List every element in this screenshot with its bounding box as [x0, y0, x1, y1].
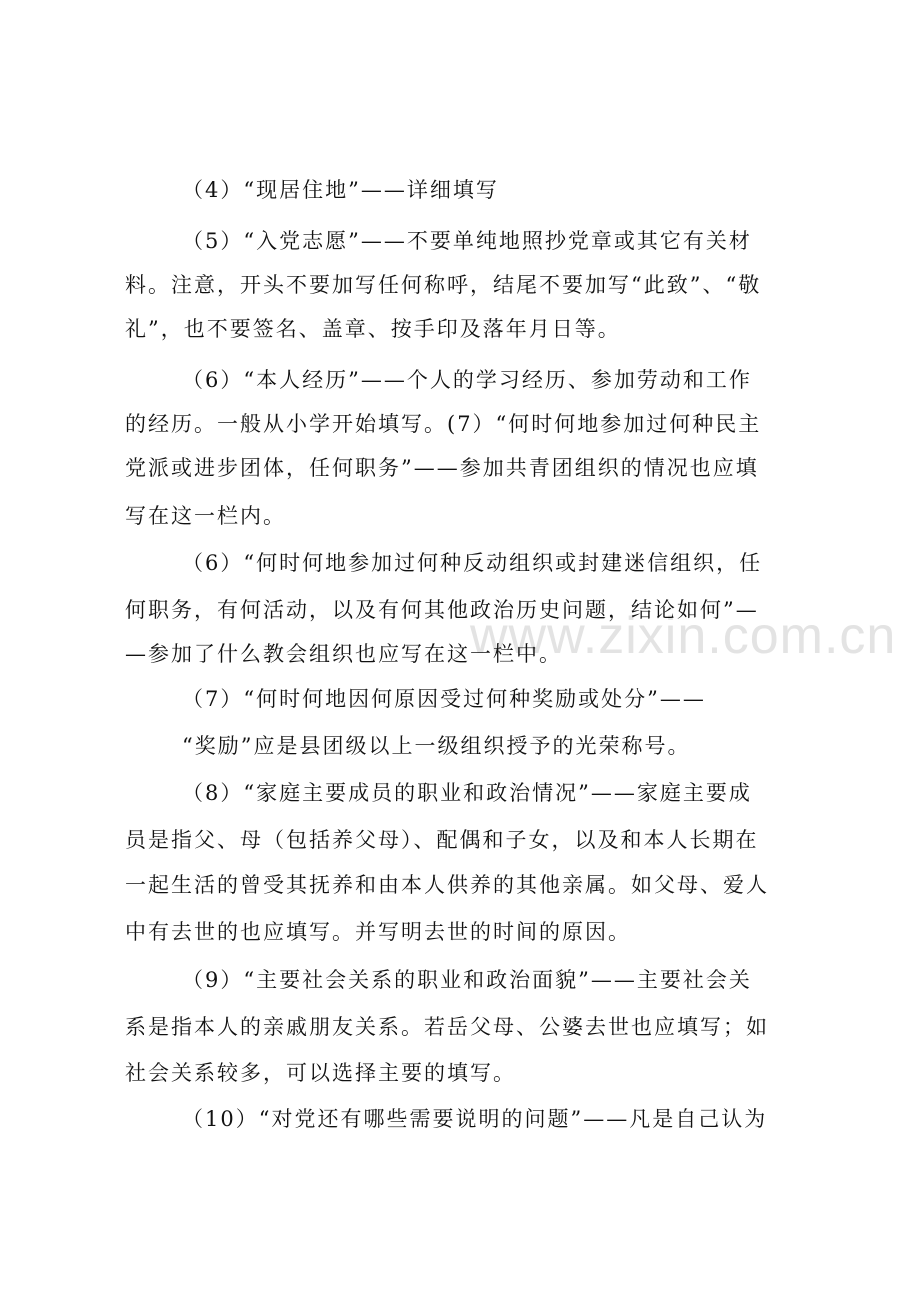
- text-line: （4）“现居住地”——详细填写: [182, 178, 499, 202]
- text-line: （6）“本人经历”——个人的学习经历、参加劳动和工作: [182, 368, 752, 392]
- text-line: 料。注意，开头不要加写任何称呼，结尾不要加写“此致”、“敬: [125, 273, 762, 297]
- text-line: 一起生活的曾受其抚养和由本人供养的其他亲属。如父母、爱人: [125, 873, 769, 897]
- text-line: 系是指本人的亲戚朋友关系。若岳父母、公婆去世也应填写；如: [125, 1015, 769, 1039]
- text-line: （9）“主要社会关系的职业和政治面貌”——主要社会关: [182, 968, 752, 992]
- text-line: 何职务，有何活动，以及有何其他政治历史问题，结论如何”—: [125, 598, 759, 622]
- text-line: 党派或进步团体，任何职务”——参加共青团组织的情况也应填: [125, 456, 759, 480]
- text-line: （5）“入党志愿”——不要单纯地照抄党章或其它有关材: [182, 229, 752, 253]
- text-line: （6）“何时何地参加过何种反动组织或封建迷信组织，任: [182, 551, 763, 575]
- text-line: 社会关系较多，可以选择主要的填写。: [125, 1061, 516, 1085]
- text-line: —参加了什么教会组织也应写在这一栏中。: [125, 642, 562, 666]
- text-line: （10）“对党还有哪些需要说明的问题”——凡是自己认为: [182, 1107, 768, 1131]
- text-line: 员是指父、母（包括养父母）、配偶和子女，以及和本人长期在: [125, 828, 759, 852]
- text-line: 写在这一栏内。: [125, 504, 286, 528]
- text-line: “奖励”应是县团级以上一级组织授予的光荣称号。: [182, 734, 691, 758]
- text-line: （8）“家庭主要成员的职业和政治情况”——家庭主要成: [182, 781, 752, 805]
- text-line: 的经历。一般从小学开始填写。(7）“何时何地参加过何种民主: [125, 412, 762, 436]
- watermark: www.zixin.com.cn: [470, 607, 897, 665]
- text-line: 礼”，也不要签名、盖章、按手印及落年月日等。: [125, 317, 621, 341]
- text-line: 中有去世的也应填写。并写明去世的时间的原因。: [125, 920, 631, 944]
- text-line: （7）“何时何地因何原因受过何种奖励或处分”——: [182, 687, 706, 711]
